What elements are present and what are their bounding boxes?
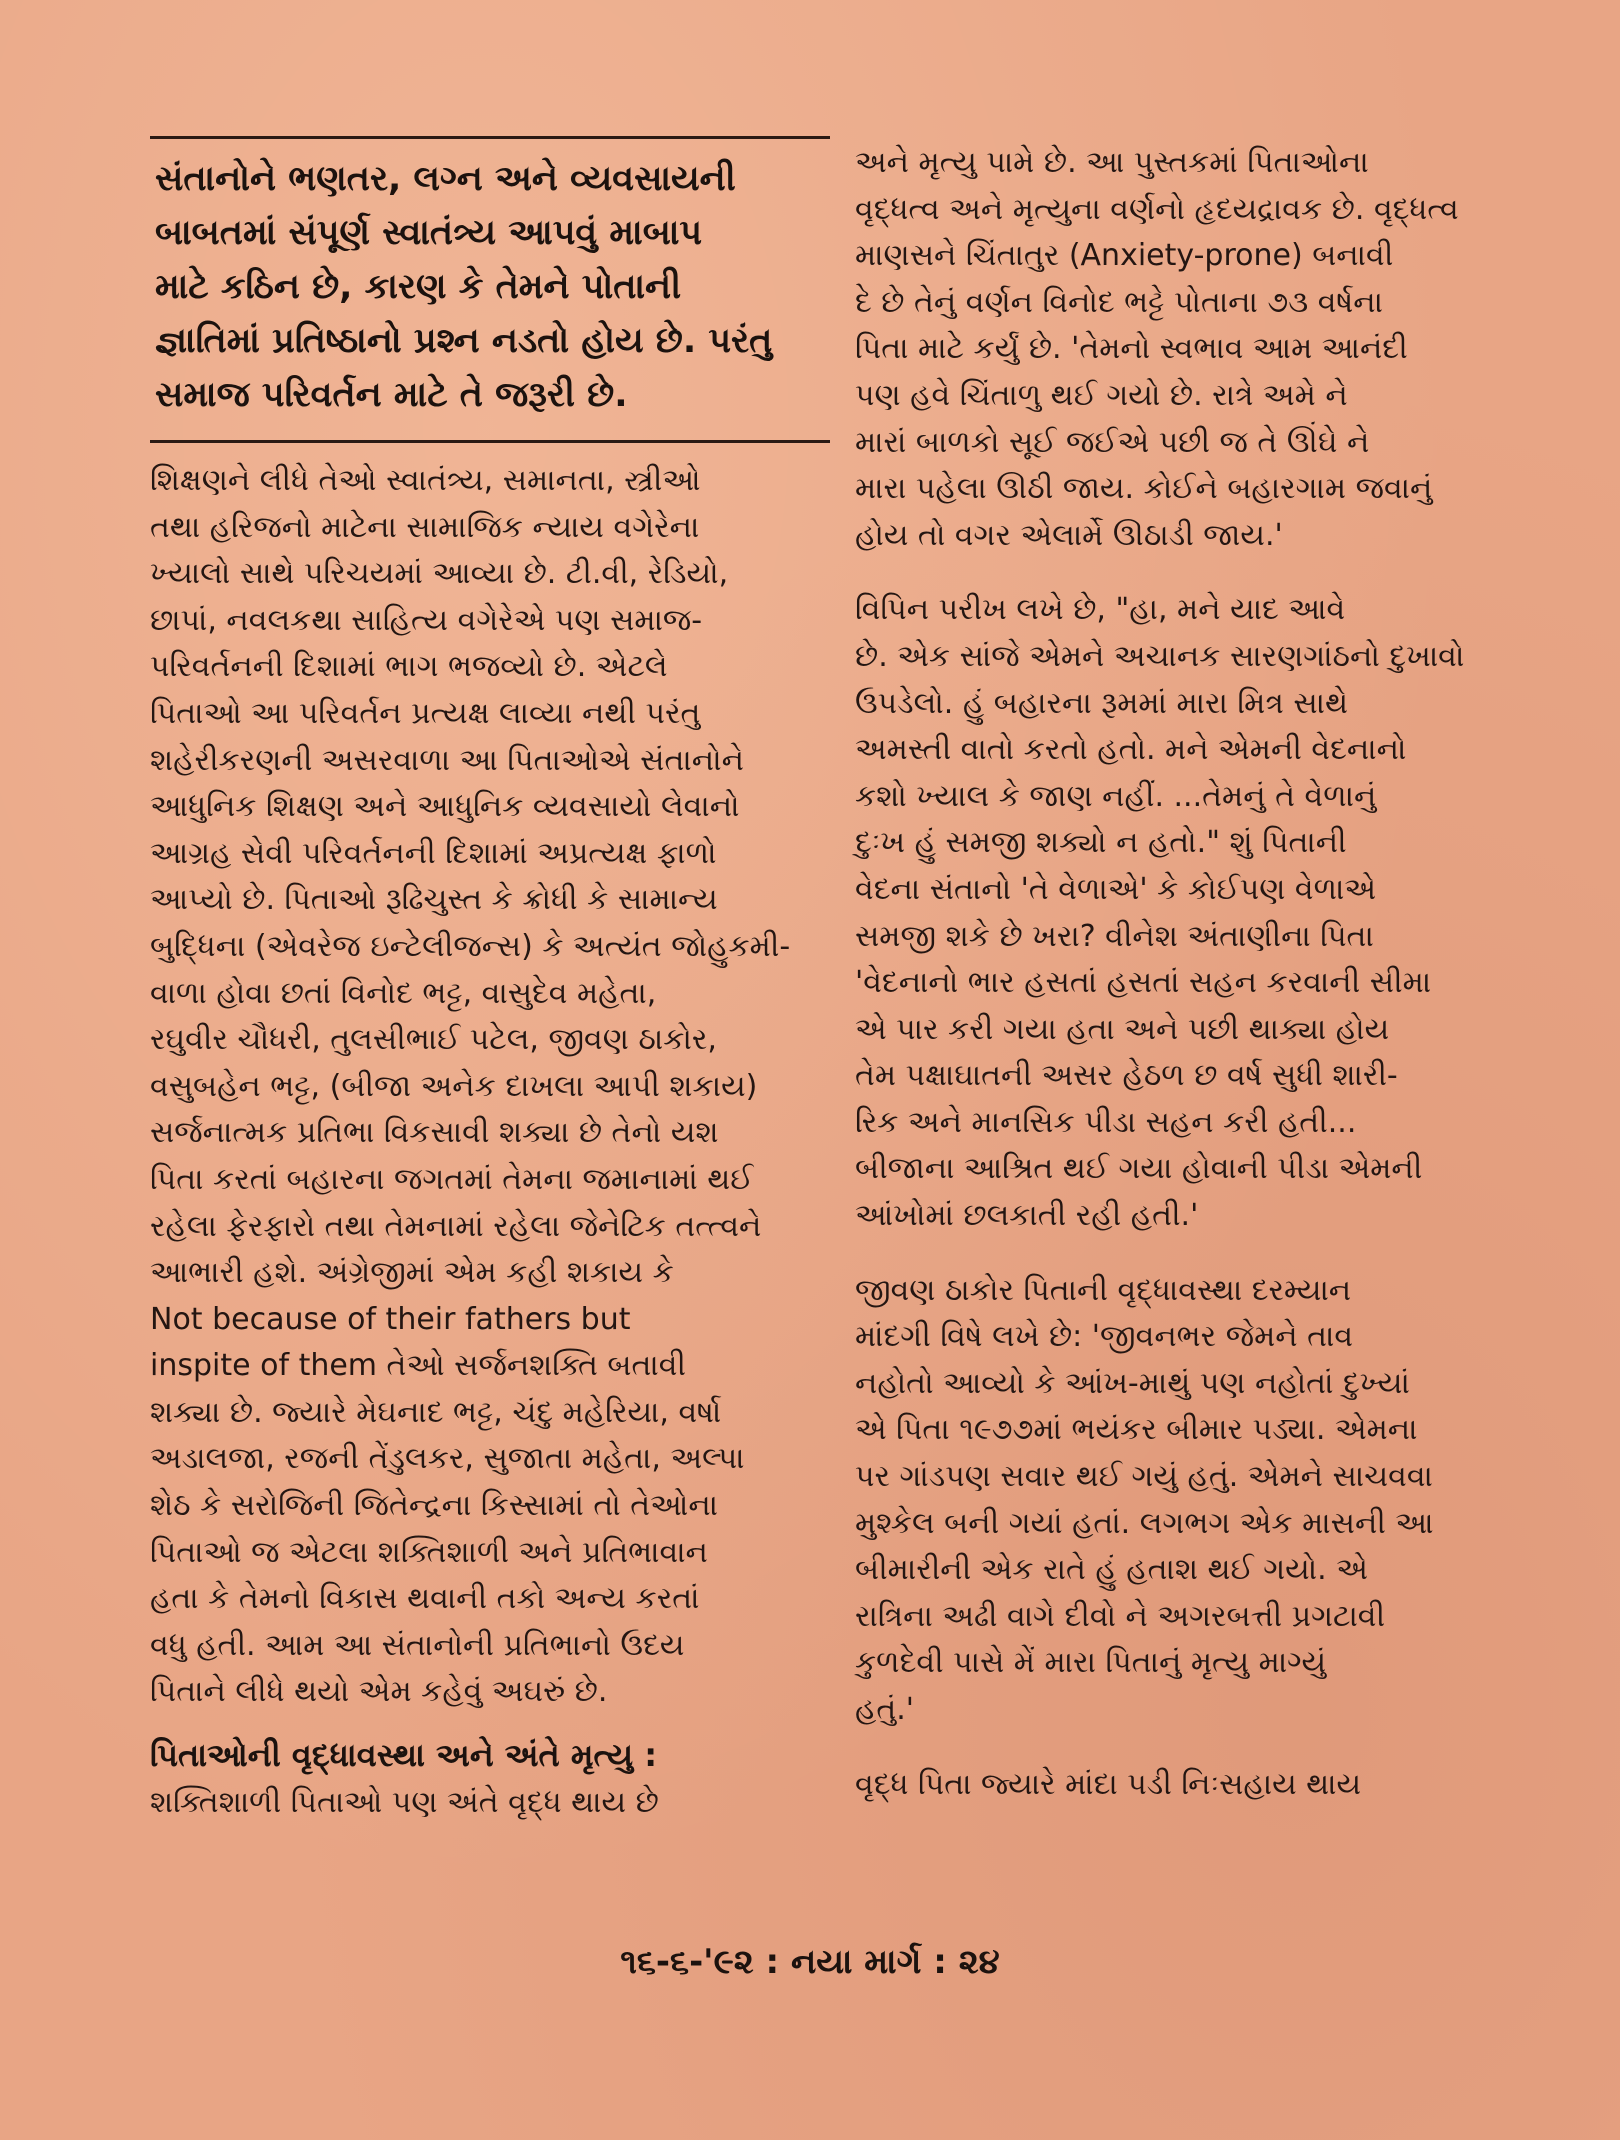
right-paragraph-4: વૃદ્ધ પિતા જ્યારે માંદા પડી નિઃસહાય થાય — [855, 1766, 1362, 1802]
right-paragraph-1: અને મૃત્યુ પામે છે. આ પુસ્તકમાં પિતાઓના વૃદ્ધત્વ અને મૃત્યુના વર્ણનો હૃદયદ્રાવક છે. વૃદ્ધત્વ માણસને ચિંતાતુર (Anxiety-prone) બનાવી દે છે તેનું વર્ણન વિનોદ ભટ્ટે પોતાના ૭૩ વર્ષના પિતા માટે કર્યું છે. 'તેમનો સ્વભાવ આમ આનંદી પણ હવે ચિંતાળુ થઈ ગયો છે. રાત્રે અમે ને મારાં બાળકો સૂઈ જઈએ પછી જ તે ઊંઘે ને મારા પહેલા ઊઠી જાય. કોઈને બહારગામ જવાનું હોય તો વગર એલાર્મે ઊઠાડી જાય.' — [855, 145, 1459, 553]
right-paragraph-2: વિપિન પરીખ લખે છે, "હા, મને યાદ આવે છે. એક સાંજે એમને અચાનક સારણગાંઠનો દુખાવો ઉપડેલો. હું બહારના રૂમમાં મારા મિત્ર સાથે અમસ્તી વાતો કરતો હતો. મને એમની વેદનાનો કશો ખ્યાલ કે જાણ નહીં. ...તેમનું તે વેળાનું દુઃખ હું સમજી શક્યો ન હતો." શું પિતાની વેદના સંતાનો 'તે વેળાએ' કે કોઈપણ વેળાએ સમજી શકે છે ખરા? વીનેશ અંતાણીના પિતા 'વેદનાનો ભાર હસતાં હસતાં સહન કરવાની સીમા એ પાર કરી ગયા હતા અને પછી થાક્યા હોય તેમ પક્ષાઘાતની અસર હેઠળ છ વર્ષ સુધી શારી- રિક અને માનસિક પીડા સહન કરી હતી... બીજાના આશ્રિત થઈ ગયા હોવાની પીડા એમની આંખોમાં છલકાતી રહી હતી.' — [855, 592, 1465, 1234]
left-paragraph-2: શક્તિશાળી પિતાઓ પણ અંતે વૃદ્ધ થાય છે — [150, 1785, 659, 1821]
section-heading: પિતાઓની વૃદ્ધાવસ્થા અને અંતે મૃત્યુ : — [150, 1736, 658, 1775]
page-footer: ૧૬-૬-'૯૨ : નયા માર્ગ : ૨૪ — [620, 1942, 1000, 1982]
left-paragraph-1: શિક્ષણને લીધે તેઓ સ્વાતંત્ર્ય, સમાનતા, સ્ત્રીઓ તથા હરિજનો માટેના સામાજિક ન્યાય વગેરેના ખ્યાલો સાથે પરિચયમાં આવ્યા છે. ટી.વી, રેડિયો, છાપાં, નવલકથા સાહિત્ય વગેરેએ પણ સમાજ- પરિવર્તનની દિશામાં ભાગ ભજવ્યો છે. એટલે પિતાઓ આ પરિવર્તન પ્રત્યક્ષ લાવ્યા નથી પરંતુ શહેરીકરણની અસરવાળા આ પિતાઓએ સંતાનોને આધુનિક શિક્ષણ અને આધુનિક વ્યવસાયો લેવાનો આગ્રહ સેવી પરિવર્તનની દિશામાં અપ્રત્યક્ષ ફાળો આપ્યો છે. પિતાઓ રૂઢિચુસ્ત કે ક્રોધી કે સામાન્ય બુદ્ધિના (એવરેજ ઇન્ટેલીજન્સ) કે અત્યંત જોહુકમી- વાળા હોવા છતાં વિનોદ ભટ્ટ, વાસુદેવ મહેતા, રઘુવીર ચૌધરી, તુલસીભાઈ પટેલ, જીવણ ઠાકોર, વસુબહેન ભટ્ટ, (બીજા અનેક દાખલા આપી શકાય) સર્જનાત્મક પ્રતિભા વિકસાવી શક્યા છે તેનો યશ પિતા કરતાં બહારના જગતમાં તેમના જમાનામાં થઈ રહેલા ફેરફારો તથા તેમનામાં રહેલા જેનેટિક તત્ત્વને આભારી હશે. અંગ્રેજીમાં એમ કહી શકાય કે Not because of their fathers but inspite of them તેઓ સર્જનશક્તિ બતાવી શક્યા છે. જ્યારે મેઘનાદ ભટ્ટ, ચંદુ મહેરિયા, વર્ષા અડાલજા, રજની તેંડુલકર, સુજાતા મહેતા, અલ્પા શેઠ કે સરોજિની જિતેન્દ્રના કિસ્સામાં તો તેઓના પિતાઓ જ એટલા શક્તિશાળી અને પ્રતિભાવાન હતા કે તેમનો વિકાસ થવાની તકો અન્ય કરતાં વધુ હતી. આમ આ સંતાનોની પ્રતિભાનો ઉદય પિતાને લીધે થયો એમ કહેવું અઘરું છે. — [150, 463, 791, 1710]
pull-quote-divider — [150, 440, 830, 443]
right-column — [855, 140, 1495, 1808]
top-divider — [150, 136, 830, 139]
left-column — [150, 458, 830, 1827]
pull-quote: સંતાનોને ભણતર, લગ્ન અને વ્યવસાયની બાબતમાં સંપૂર્ણ સ્વાતંત્ર્ય આપવું માબાપ માટે કઠિન છે, કારણ કે તેમને પોતાની જ્ઞાતિમાં પ્રતિષ્ઠાનો પ્રશ્ન નડતો હોય છે. પરંતુ સમાજ પરિવર્તન માટે તે જરૂરી છે. — [155, 159, 773, 415]
right-paragraph-3: જીવણ ઠાકોર પિતાની વૃદ્ધાવસ્થા દરમ્યાન માંદગી વિષે લખે છે: 'જીવનભર જેમને તાવ નહોતો આવ્યો કે આંખ-માથું પણ નહોતાં દુખ્યાં એ પિતા ૧૯૭૭માં ભયંકર બીમાર પડ્યા. એમના પર ગાંડપણ સવાર થઈ ગયું હતું. એમને સાચવવા મુશ્કેલ બની ગયાં હતાં. લગભગ એક માસની આ બીમારીની એક રાતે હું હતાશ થઈ ગયો. એ રાત્રિના અઢી વાગે દીવો ને અગરબત્તી પ્રગટાવી કુળદેવી પાસે મેં મારા પિતાનું મૃત્યુ માગ્યું હતું.' — [855, 1272, 1434, 1727]
